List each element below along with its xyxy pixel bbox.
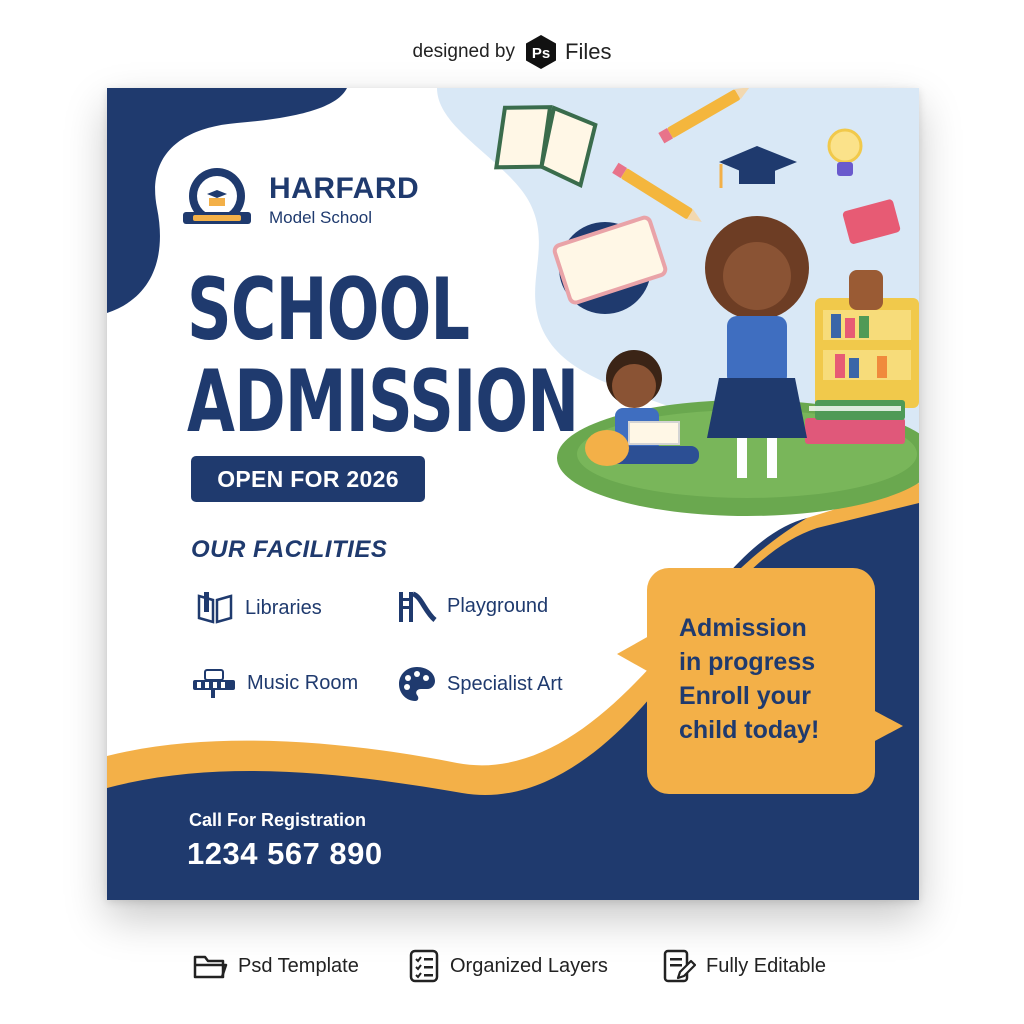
feature-label: Organized Layers [450, 954, 608, 977]
bubble-line: Admission [679, 614, 807, 642]
psfiles-logo-icon [523, 34, 559, 70]
bubble-line: Enroll your [679, 682, 811, 710]
checklist-icon [408, 948, 440, 984]
phone-number: 1234 567 890 [187, 836, 383, 871]
designer-credit [0, 34, 1024, 70]
facility-libraries [195, 588, 322, 628]
facility-specialist-art [397, 664, 563, 704]
facility-label: Libraries [245, 596, 322, 619]
headline-line2: ADMISSION [187, 352, 579, 452]
folder-icon [192, 951, 228, 981]
school-crest-icon [179, 166, 255, 232]
admission-poster [107, 88, 919, 900]
open-year-badge: OPEN FOR 2026 [191, 456, 425, 502]
library-books-icon [195, 588, 235, 628]
music-room-icon [191, 666, 237, 700]
facility-label: Music Room [247, 671, 359, 694]
bubble-line: in progress [679, 648, 816, 676]
feature-organized-layers [408, 944, 608, 988]
bubble-tail-left [615, 628, 655, 678]
template-features [0, 944, 1024, 988]
facility-label: Specialist Art [447, 672, 563, 695]
feature-label: Fully Editable [706, 954, 827, 977]
feature-label: Psd Template [238, 954, 359, 977]
facilities-title: OUR FACILITIES [191, 536, 388, 563]
credit-prefix: designed by [412, 41, 515, 62]
school-name: HARFARD [269, 172, 420, 205]
feature-psd-template [192, 944, 359, 988]
playground-slide-icon [395, 586, 437, 626]
facility-label: Playground [447, 594, 549, 617]
school-subtitle: Model School [269, 208, 373, 227]
svg-text:Ps: Ps [531, 45, 551, 62]
edit-document-icon [662, 948, 696, 984]
bubble-tail-right [871, 706, 907, 746]
call-label: Call For Registration [189, 810, 367, 830]
facility-music-room [191, 666, 358, 700]
feature-fully-editable [662, 944, 826, 988]
credit-brand: Files [565, 39, 612, 64]
facility-playground [395, 586, 548, 626]
bubble-line: child today! [679, 716, 820, 744]
headline-line1: SCHOOL [187, 260, 470, 360]
art-palette-icon [397, 664, 437, 704]
bubble-message [679, 611, 869, 747]
